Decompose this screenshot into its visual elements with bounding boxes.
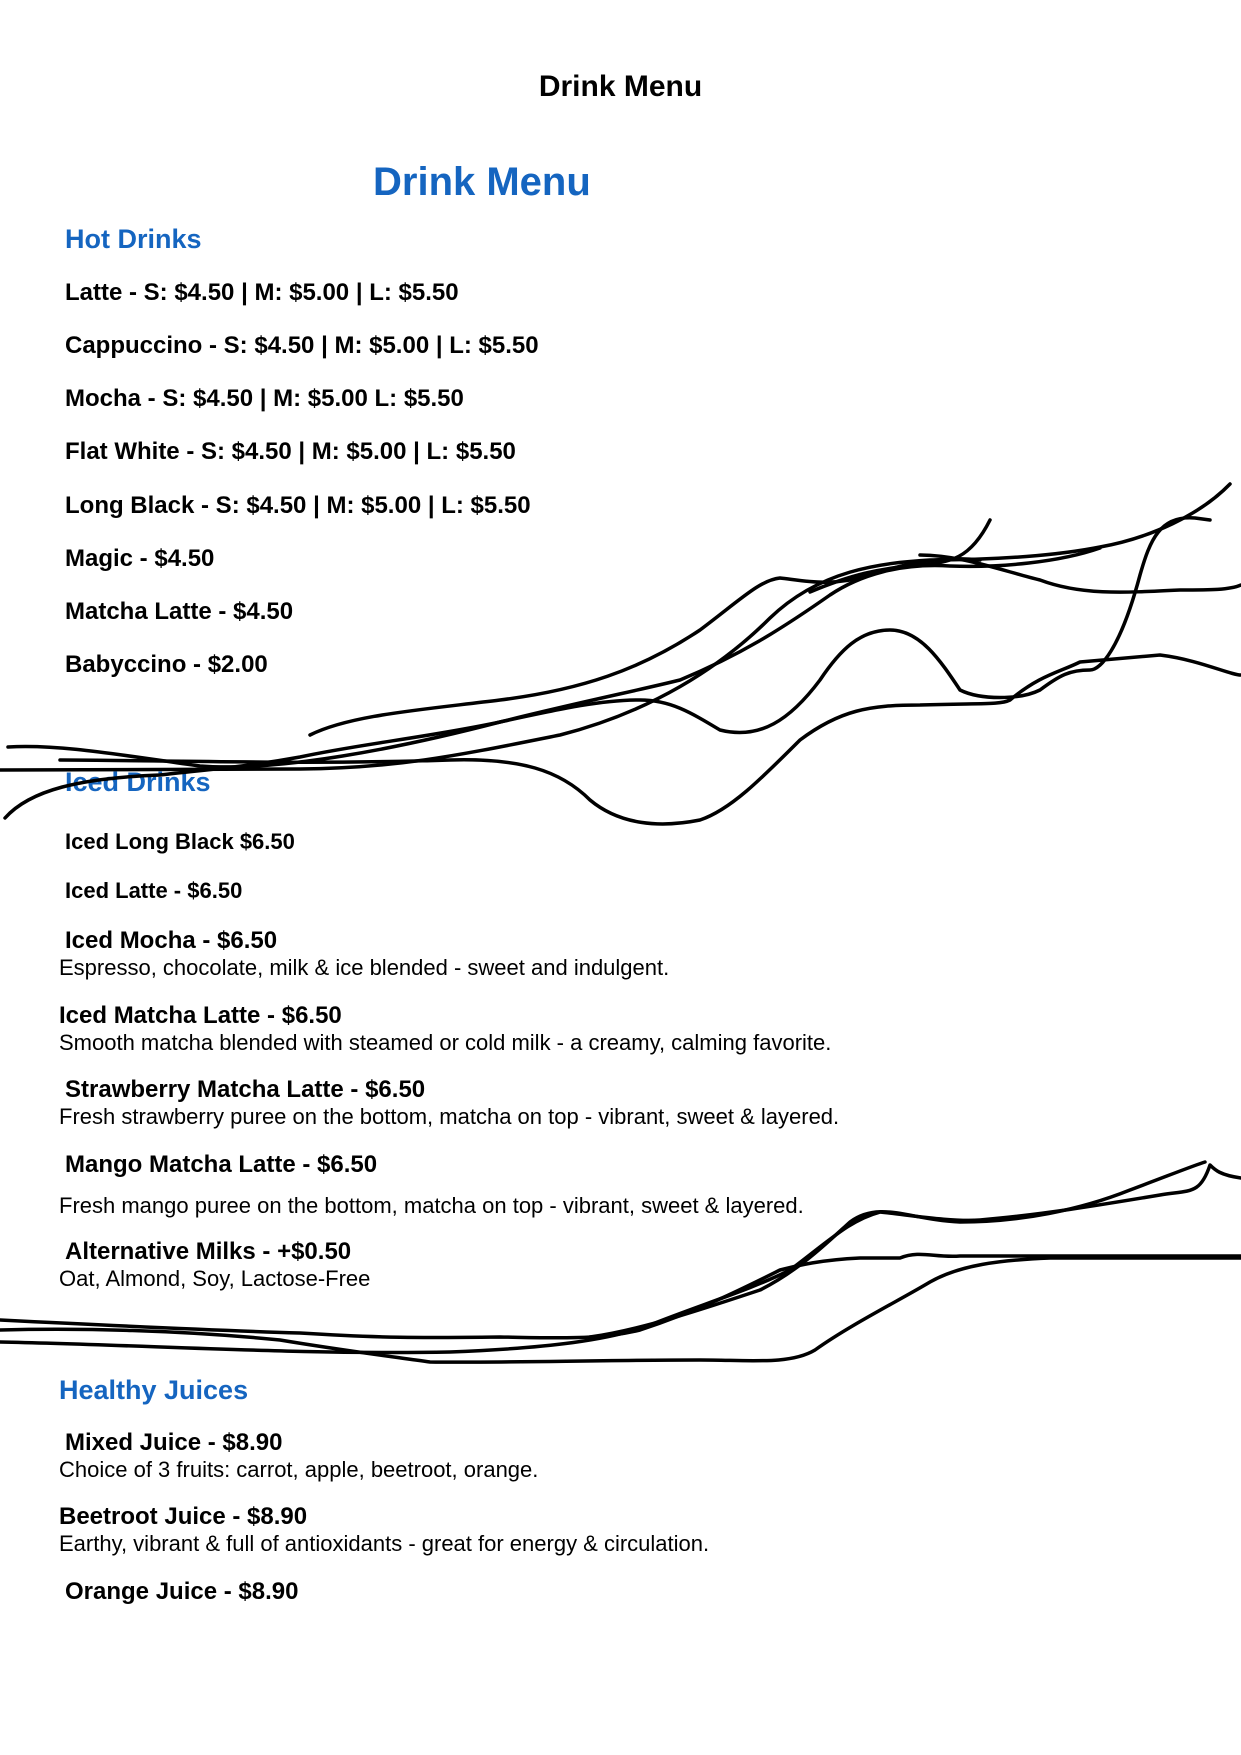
hot-drink-item: Magic - $4.50 <box>65 545 215 572</box>
iced-drink-item: Iced Mocha - $6.50 <box>65 927 278 954</box>
iced-drink-description: Fresh strawberry puree on the bottom, matcha on top - vibrant, sweet & layered. <box>59 1104 840 1129</box>
scribble-upper-strokes <box>0 484 1241 824</box>
iced-drink-item: Iced Matcha Latte - $6.50 <box>59 1002 342 1029</box>
hot-drink-item: Long Black - S: $4.50 | M: $5.00 | L: $5.50 <box>65 492 531 519</box>
section-heading-iced-drinks: Iced Drinks <box>65 767 211 797</box>
juice-item: Orange Juice - $8.90 <box>65 1578 299 1605</box>
hot-drink-item: Flat White - S: $4.50 | M: $5.00 | L: $5.50 <box>65 438 516 465</box>
iced-drink-item: Strawberry Matcha Latte - $6.50 <box>65 1076 426 1103</box>
iced-drink-description: Smooth matcha blended with steamed or cold milk - a creamy, calming favorite. <box>59 1030 832 1055</box>
iced-drink-item: Iced Long Black $6.50 <box>65 829 295 854</box>
iced-drink-item: Alternative Milks - +$0.50 <box>65 1238 352 1265</box>
page-header: Drink Menu <box>538 70 703 103</box>
iced-drink-item: Mango Matcha Latte - $6.50 <box>65 1151 378 1178</box>
scribble-lower-strokes <box>0 1162 1241 1362</box>
iced-drink-item: Iced Latte - $6.50 <box>65 878 243 903</box>
iced-drink-description: Oat, Almond, Soy, Lactose-Free <box>59 1266 371 1291</box>
hot-drink-item: Cappuccino - S: $4.50 | M: $5.00 | L: $5.50 <box>65 332 539 359</box>
iced-drink-description: Espresso, chocolate, milk & ice blended - sweet and indulgent. <box>59 955 670 980</box>
menu-title: Drink Menu <box>373 160 591 204</box>
section-heading-hot-drinks: Hot Drinks <box>65 224 202 254</box>
juice-description: Earthy, vibrant & full of antioxidants - great for energy & circulation. <box>59 1531 710 1556</box>
hot-drink-item: Latte - S: $4.50 | M: $5.00 | L: $5.50 <box>65 279 459 306</box>
section-heading-healthy-juices: Healthy Juices <box>59 1375 249 1405</box>
hot-drink-item: Babyccino - $2.00 <box>65 651 268 678</box>
iced-drink-description: Fresh mango puree on the bottom, matcha on top - vibrant, sweet & layered. <box>59 1193 804 1218</box>
hot-drink-item: Mocha - S: $4.50 | M: $5.00 L: $5.50 <box>65 385 464 412</box>
juice-item: Mixed Juice - $8.90 <box>65 1429 283 1456</box>
juice-item: Beetroot Juice - $8.90 <box>59 1503 308 1530</box>
juice-description: Choice of 3 fruits: carrot, apple, beetroot, orange. <box>59 1457 539 1482</box>
hot-drink-item: Matcha Latte - $4.50 <box>65 598 294 625</box>
